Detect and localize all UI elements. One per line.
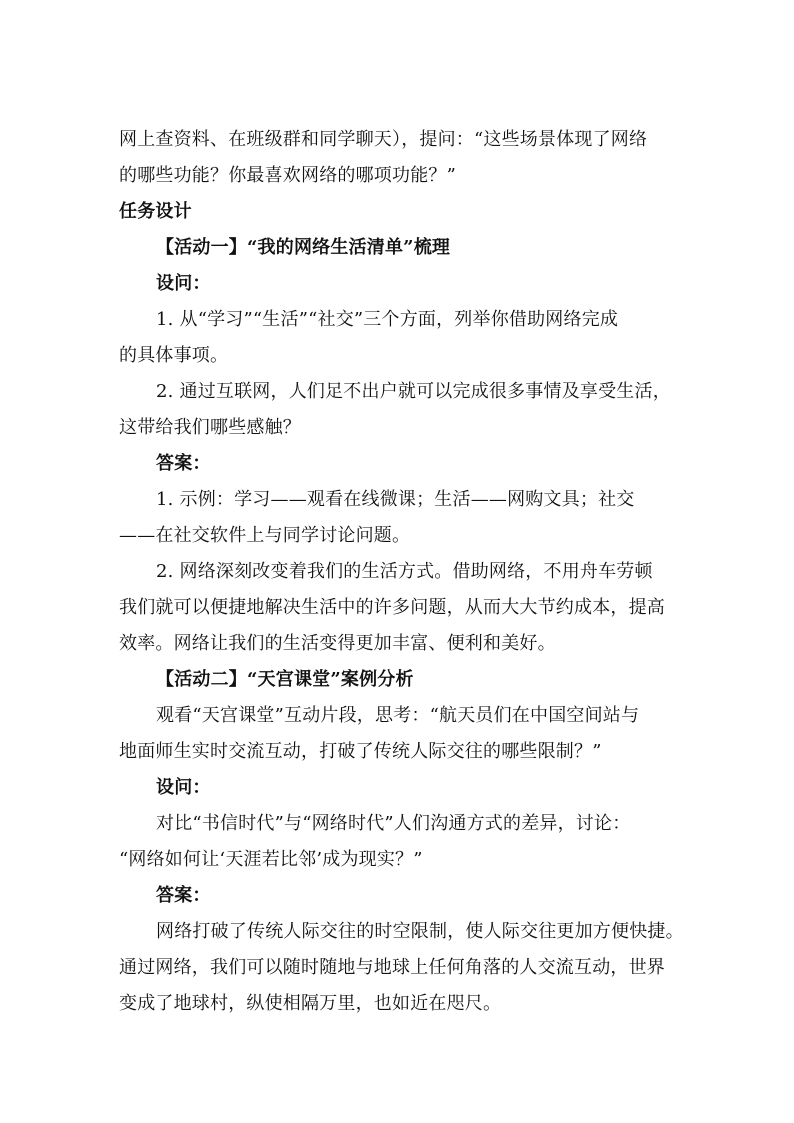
- activity2-answer-label: 答案：: [156, 885, 211, 906]
- activity1-answer-label: 答案：: [156, 453, 211, 474]
- activity1-a2-line-1: 2. 网络深刻改变着我们的生活方式。借助网络，不用舟车劳顿: [156, 561, 653, 582]
- activity2-q-line-2: “网络如何让‘天涯若比邻’成为现实？”: [119, 849, 423, 870]
- activity1-q1-line-1: 1. 从“学习”“生活”“社交”三个方面，列举你借助网络完成: [156, 309, 619, 330]
- activity2-q-line-1: 对比“书信时代”与“网络时代”人们沟通方式的差异，讨论：: [156, 813, 631, 834]
- intro-line-2: 的哪些功能？你最喜欢网络的哪项功能？”: [119, 165, 457, 186]
- activity1-a2-line-2: 我们就可以便捷地解决生活中的许多问题，从而大大节约成本，提高: [119, 597, 665, 618]
- activity2-intro-line-1: 观看“天宫课堂”互动片段，思考：“航天员们在中国空间站与: [156, 705, 640, 726]
- activity1-a1-line-1: 1. 示例：学习——观看在线微课；生活——网购文具；社交: [156, 489, 635, 510]
- activity1-q2-line-1: 2. 通过互联网，人们足不出户就可以完成很多事情及享受生活，: [156, 381, 671, 402]
- activity1-a2-line-3: 效率。网络让我们的生活变得更加丰富、便利和美好。: [119, 633, 556, 654]
- activity1-q1-line-2: 的具体事项。: [119, 345, 229, 366]
- activity2-a-line-1: 网络打破了传统人际交往的时空限制，使人际交往更加方便快捷。: [156, 921, 684, 942]
- activity2-title: 【活动二】“天宫课堂”案例分析: [156, 669, 414, 690]
- activity1-title: 【活动一】“我的网络生活清单”梳理: [156, 237, 451, 258]
- activity2-question-label: 设问：: [156, 777, 211, 798]
- activity2-a-line-2: 通过网络，我们可以随时随地与地球上任何角落的人交流互动，世界: [119, 957, 665, 978]
- activity1-q2-line-2: 这带给我们哪些感触？: [119, 417, 301, 438]
- activity1-a1-line-2: ——在社交软件上与同学讨论问题。: [119, 525, 411, 546]
- activity2-a-line-3: 变成了地球村，纵使相隔万里，也如近在咫尺。: [119, 993, 502, 1014]
- section-title: 任务设计: [119, 201, 192, 222]
- activity1-question-label: 设问：: [156, 273, 211, 294]
- intro-line-1: 网上查资料、在班级群和同学聊天），提问：“这些场景体现了网络: [119, 129, 648, 150]
- activity2-intro-line-2: 地面师生实时交流互动，打破了传统人际交往的哪些限制？”: [119, 741, 602, 762]
